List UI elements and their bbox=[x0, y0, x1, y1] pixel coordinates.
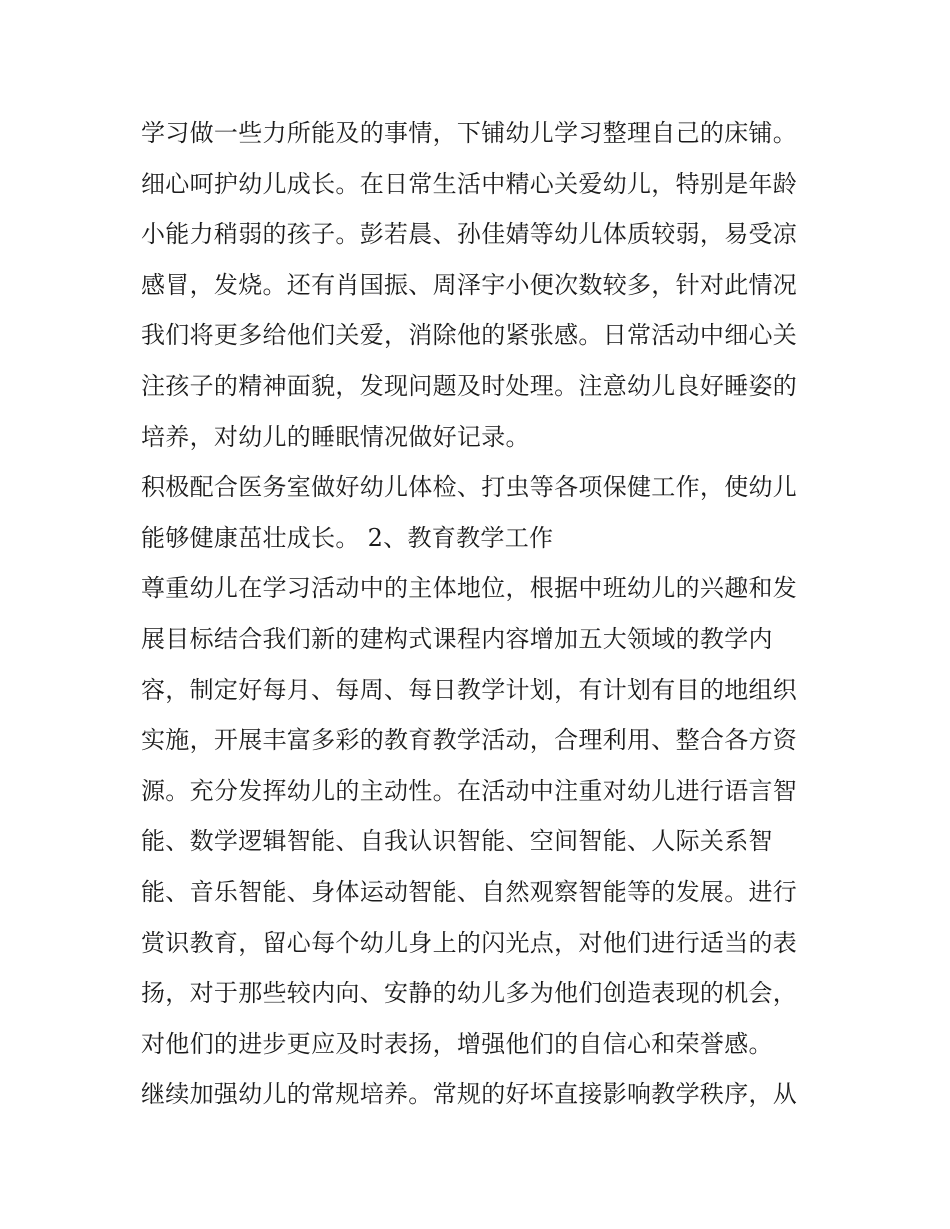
text-line: 培养，对幼儿的睡眠情况做好记录。 bbox=[141, 422, 530, 451]
text-line: 能够健康茁壮成长。 2、教育教学工作 bbox=[141, 523, 554, 552]
text-line: 容，制定好每月、每周、每日教学计划，有计划有目的地组织 bbox=[141, 675, 798, 704]
text-line: 注孩子的精神面貌，发现问题及时处理。注意幼儿良好睡姿的 bbox=[141, 371, 798, 400]
text-line: 对他们的进步更应及时表扬，增强他们的自信心和荣誉感。 bbox=[141, 1029, 773, 1058]
text-line: 源。充分发挥幼儿的主动性。在活动中注重对幼儿进行语言智 bbox=[141, 776, 798, 805]
text-line: 积极配合医务室做好幼儿体检、打虫等各项保健工作，使幼儿 bbox=[141, 473, 798, 502]
text-line: 赏识教育，留心每个幼儿身上的闪光点，对他们进行适当的表 bbox=[141, 928, 798, 957]
text-line: 学习做一些力所能及的事情，下铺幼儿学习整理自己的床铺。 bbox=[141, 119, 798, 147]
text-line: 实施，开展丰富多彩的教育教学活动，合理利用、整合各方资 bbox=[141, 726, 798, 755]
text-line: 我们将更多给他们关爱，消除他的紧张感。日常活动中细心关 bbox=[141, 321, 798, 350]
text-line: 能、数学逻辑智能、自我认识智能、空间智能、人际关系智 bbox=[141, 827, 773, 856]
text-line: 扬，对于那些较内向、安静的幼儿多为他们创造表现的机会， bbox=[141, 979, 798, 1008]
text-line: 细心呵护幼儿成长。在日常生活中精心关爱幼儿，特别是年龄 bbox=[141, 169, 798, 198]
text-line: 尊重幼儿在学习活动中的主体地位，根据中班幼儿的兴趣和发 bbox=[141, 574, 798, 603]
document-body bbox=[141, 108, 821, 1120]
text-line: 能、音乐智能、身体运动智能、自然观察智能等的发展。进行 bbox=[141, 877, 798, 906]
text-line: 小能力稍弱的孩子。彭若晨、孙佳婧等幼儿体质较弱，易受凉 bbox=[141, 220, 798, 249]
text-line: 展目标结合我们新的建构式课程内容增加五大领域的教学内 bbox=[141, 624, 773, 653]
text-line: 继续加强幼儿的常规培养。常规的好坏直接影响教学秩序，从 bbox=[141, 1080, 798, 1109]
text-line: 感冒，发烧。还有肖国振、周泽宇小便次数较多，针对此情况 bbox=[141, 270, 798, 299]
